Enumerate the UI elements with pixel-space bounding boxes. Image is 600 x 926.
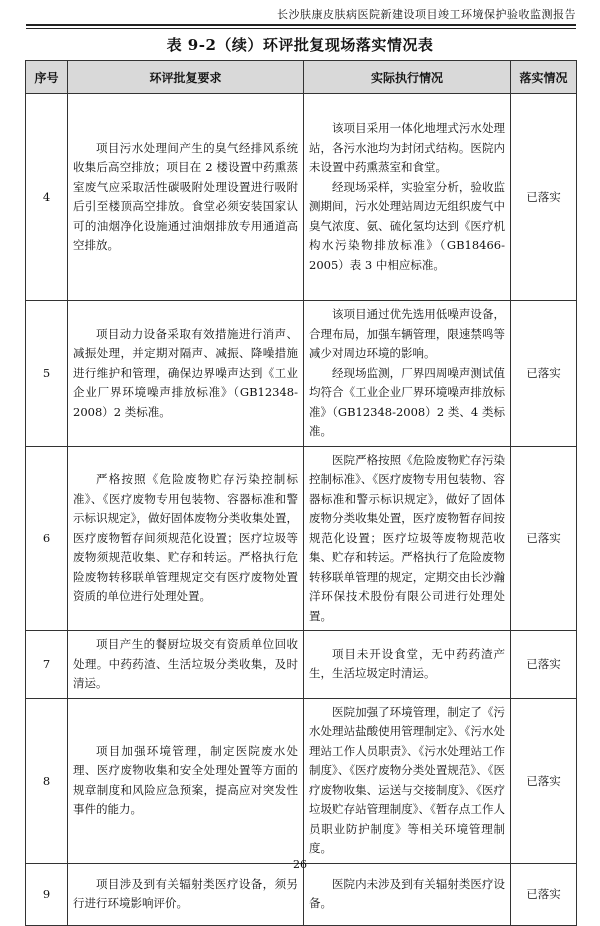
actual-text: 该项目通过优先选用低噪声设备，合理布局，加强车辆管理，限速禁鸣等减少对周边环境的影响。 [309,307,505,360]
requirement-cell [68,301,304,447]
requirement-cell [68,631,304,699]
table-title: 表 9-2（续）环评批复现场落实情况表 [166,36,434,54]
actual-cell [304,631,511,699]
approval-table [25,60,577,926]
status-cell: 已落实 [511,301,577,447]
table-row [26,301,577,447]
row-number: 7 [26,631,68,699]
status-cell: 已落实 [511,631,577,699]
actual-text: 医院内未涉及到有关辐射类医疗设备。 [309,876,505,910]
actual-text: 经现场采样，实验室分析，验收监测期间，污水处理站周边无组织废气中臭气浓度、氨、硫化氢均达到《医疗机构水污染物排放标准》（GB18466-2005）表 3 中相应标准。 [309,179,505,272]
actual-cell [304,863,511,925]
table-header-row [26,61,577,94]
status-cell: 已落实 [511,698,577,863]
actual-cell [304,94,511,301]
status-cell: 已落实 [511,446,577,631]
requirement-text: 项目污水处理间产生的臭气经排风系统收集后高空排放；项目在 2 楼设置中药熏蒸室废气应采取活性碳吸附处理设置进行吸附后引至楼顶高空排放。食堂必须安装国家认可的油烟净化设施通过油烟排放专用通道高空排放。 [73,140,298,252]
table-row [26,94,577,301]
header-requirement: 环评批复要求 [68,61,304,94]
actual-text: 医院严格按照《危险废物贮存污染控制标准》、《医疗废物专用包装物、容器标准和警示标识规定》，做好了固体废物分类收集处置，医疗废物暂存间按规范化设置；医疗垃圾等废物规范收集、贮存和转运。严格执行了危险废物转移联单管理的规定，定期交由长沙瀚洋环保技术股份有限公司进行处理处置。 [309,452,505,623]
page-number: 26 [293,858,307,871]
actual-text: 该项目采用一体化地埋式污水处理站，各污水池均为封闭式结构。医院内未设置中药熏蒸室和食堂。 [309,121,505,174]
requirement-cell [68,863,304,925]
row-number: 6 [26,446,68,631]
header-status: 落实情况 [511,61,577,94]
status-cell: 已落实 [511,94,577,301]
table-row [26,446,577,631]
row-number: 5 [26,301,68,447]
row-number: 8 [26,698,68,863]
table-row [26,863,577,925]
actual-cell [304,446,511,631]
status-cell: 已落实 [511,863,577,925]
table-row [26,698,577,863]
requirement-text: 严格按照《危险废物贮存污染控制标准》、《医疗废物专用包装物、容器标准和警示标识规定》，做好固体废物分类收集处置，医疗废物暂存间须规范化设置；医疗垃圾等废物须规范收集、贮存和转运。严格执行危险废物转移联单管理规定交有医疗废物处置资质的单位进行处理处置。 [73,472,298,603]
actual-text: 经现场监测，厂界四周噪声测试值均符合《工业企业厂界环境噪声排放标准》（GB12348-2008）2 类、4 类标准。 [309,365,505,438]
actual-cell [304,301,511,447]
actual-text: 医院加强了环境管理，制定了《污水处理站盐酸使用管理制定》、《污水处理站工作人员职责》、《污水处理站工作制度》、《医疗废物分类处置规范》、《医疗废物收集、运送与交接制度》、《医疗垃圾贮存站管理制度》、《暂存点工作人员职业防护制度》等相关环境管理制度。 [309,704,505,855]
requirement-text: 项目涉及到有关辐射类医疗设备，须另行进行环境影响评价。 [73,876,298,910]
header-actual: 实际执行情况 [304,61,511,94]
actual-cell [304,698,511,863]
requirement-cell [68,698,304,863]
header-no: 序号 [26,61,68,94]
row-number: 9 [26,863,68,925]
table-row [26,631,577,699]
actual-text: 项目未开设食堂，无中药药渣产生，生活垃圾定时清运。 [309,646,505,681]
requirement-text: 项目加强环境管理，制定医院废水处理、医疗废物收集和安全处理处置等方面的规章制度和风险应急预案，提高应对突发性事件的能力。 [73,743,298,816]
requirement-cell [68,446,304,631]
row-number: 4 [26,94,68,301]
requirement-text: 项目产生的餐厨垃圾交有资质单位回收处理。中药药渣、生活垃圾分类收集，及时清运。 [73,637,298,690]
report-header: 长沙肤康皮肤病医院新建设项目竣工环境保护验收监测报告 [26,6,576,26]
requirement-cell [68,94,304,301]
requirement-text: 项目动力设备采取有效措施进行消声、减振处理，并定期对隔声、减振、降噪措施进行维护和管理，确保边界噪声达到《工业企业厂界环境噪声排放标准》（GB12348-2008）2 类标准。 [73,326,298,419]
